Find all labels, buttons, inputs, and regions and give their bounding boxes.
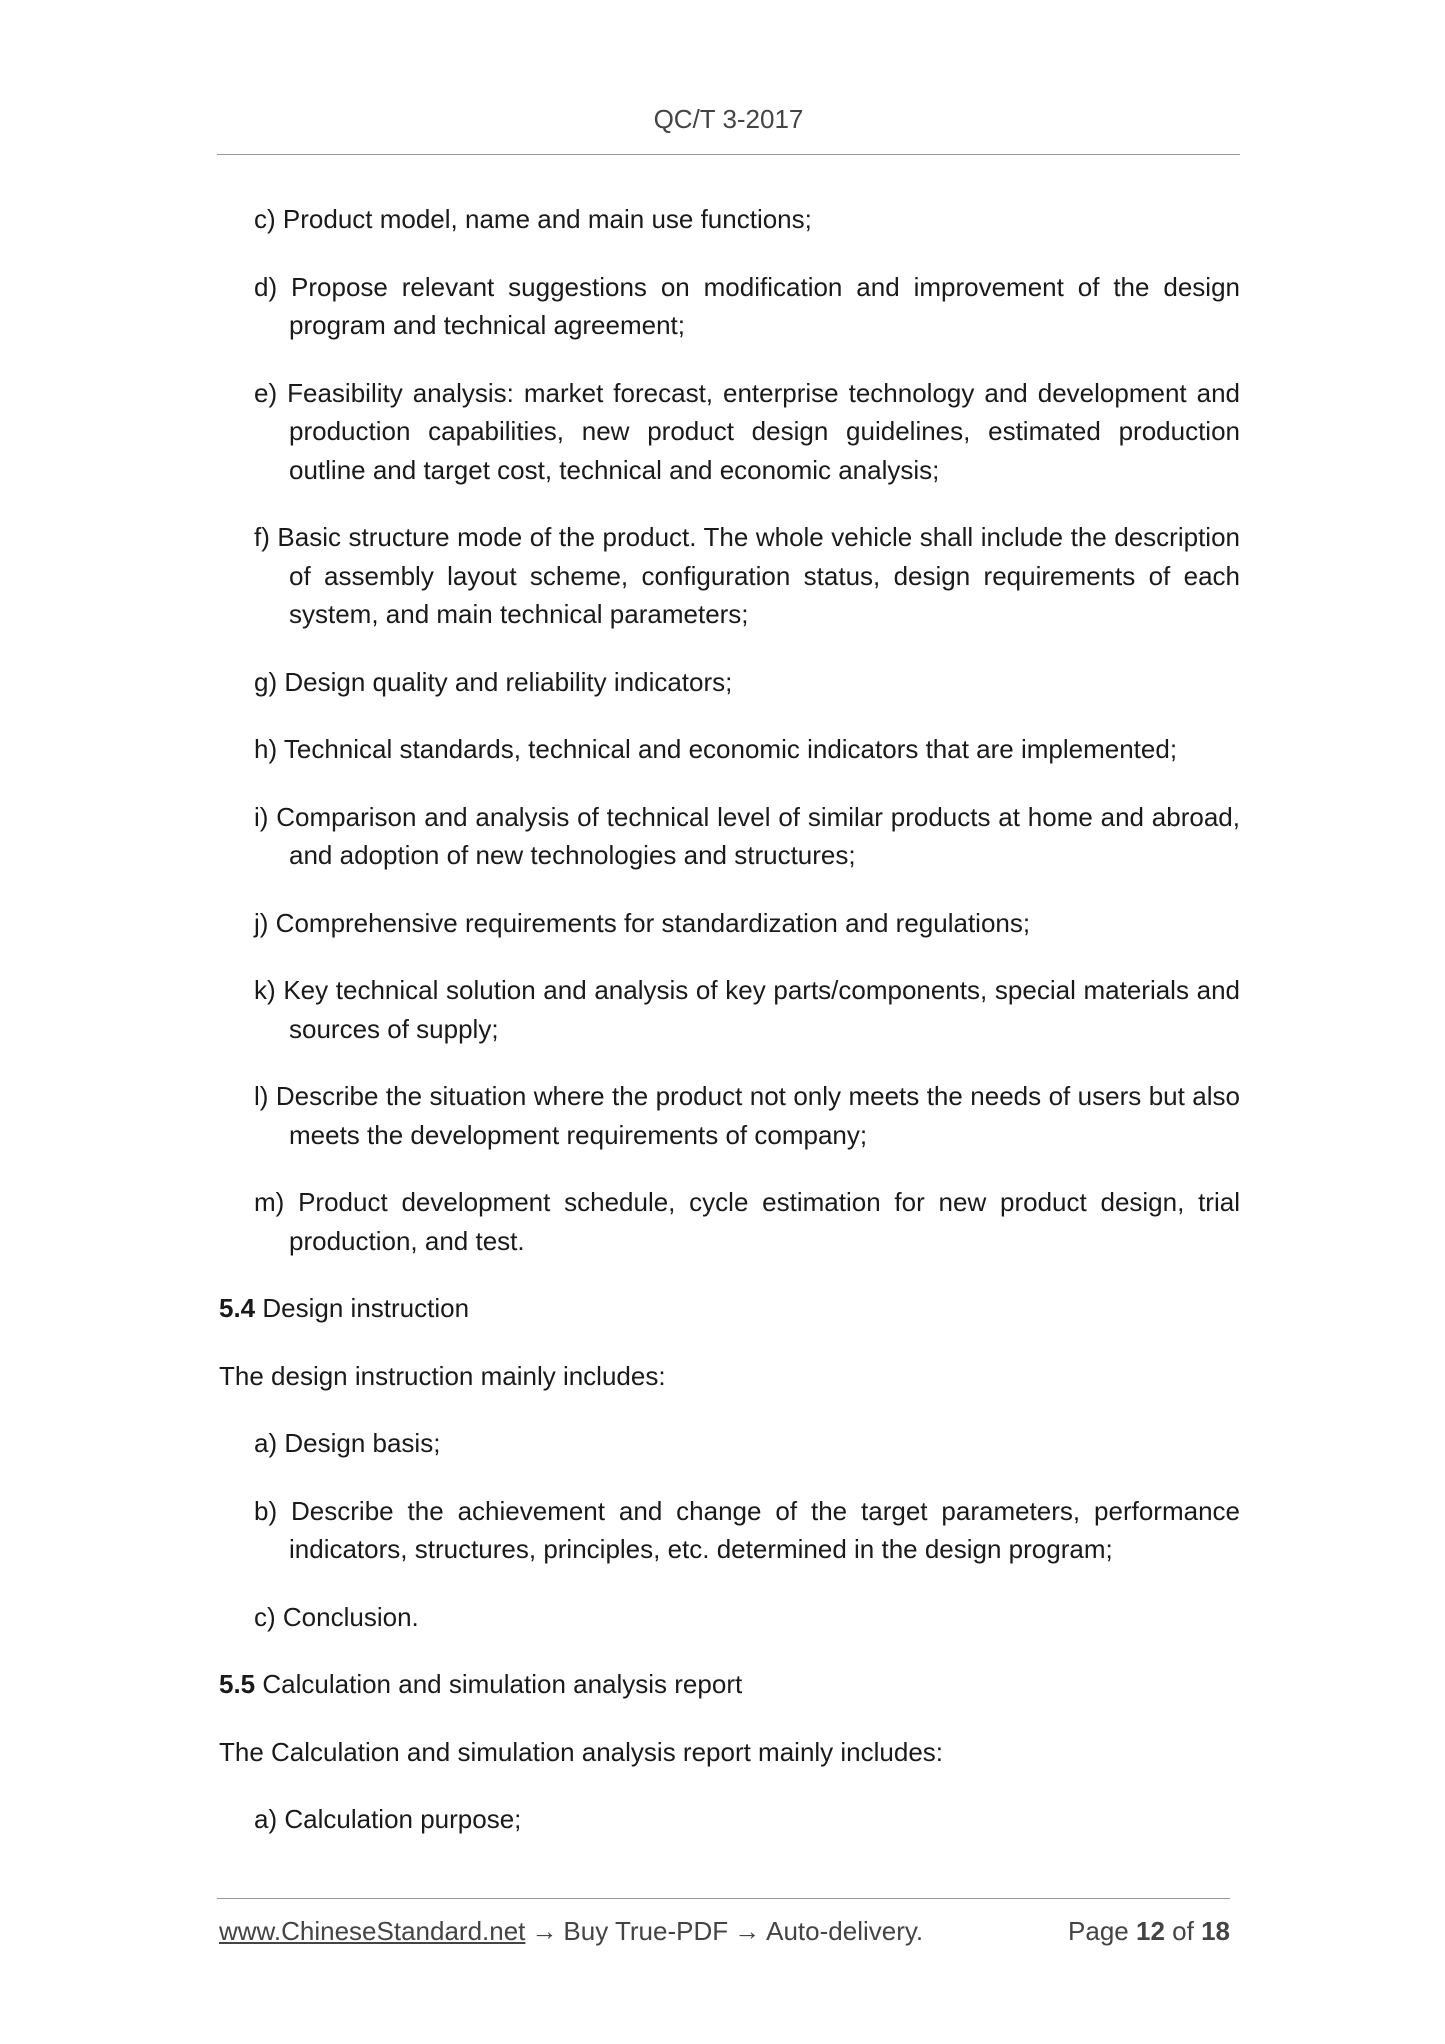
list-item (254, 1183, 1240, 1260)
footer-links (219, 1916, 923, 1947)
list-item-label: a) (254, 1428, 278, 1458)
site-link[interactable]: www.ChineseStandard.net (219, 1916, 526, 1946)
section-heading-5-5 (219, 1665, 1240, 1704)
list-item-label: l) (254, 1081, 269, 1111)
section-title: Design instruction (262, 1293, 470, 1323)
page-header-title: QC/T 3-2017 (653, 104, 804, 134)
header-divider (217, 154, 1240, 155)
list-item (254, 971, 1240, 1048)
list-item-text: Design quality and reliability indicators; (284, 666, 733, 697)
list-item (254, 518, 1240, 634)
list-item-text: Comparison and analysis of technical level of similar products at home and abroad, and adoption of new technologies and structures; (276, 801, 1240, 870)
list-item-label: h) (254, 734, 278, 764)
list-item (254, 1598, 1240, 1637)
list-item (254, 663, 1240, 702)
arrow-right-icon: → (531, 1916, 558, 1946)
list-item-label: c) (254, 204, 276, 234)
footer-divider (217, 1898, 1230, 1899)
list-item-text: Technical standards, technical and economic indicators that are implemented; (283, 734, 1178, 764)
section-intro: The design instruction mainly includes: (219, 1360, 666, 1391)
list-item-text: Calculation purpose; (284, 1804, 522, 1834)
page-footer (219, 1916, 1230, 1947)
current-page: 12 (1136, 1916, 1165, 1946)
list-item-label: j) (254, 907, 269, 938)
list-item (254, 1800, 1240, 1839)
list-item-text: Describe the achievement and change of the target parameters, performance indicators, structures, principles, etc. determined in the design program; (289, 1495, 1240, 1564)
list-item-label: a) (254, 1804, 278, 1834)
section-title: Calculation and simulation analysis report (262, 1669, 743, 1699)
list-item (254, 374, 1240, 490)
list-item-label: c) (254, 1601, 276, 1632)
list-item-label: b) (254, 1495, 278, 1526)
list-item-label: i) (254, 801, 269, 832)
section-heading-5-4 (219, 1289, 1240, 1328)
list-item (254, 268, 1240, 345)
section-number: 5.4 (219, 1293, 256, 1323)
total-pages: 18 (1201, 1916, 1230, 1946)
section-intro: The Calculation and simulation analysis report mainly includes: (219, 1736, 944, 1767)
list-item (254, 798, 1240, 875)
list-item-text: Feasibility analysis: market forecast, enterprise technology and development and production capabilities, new product design guidelines, estimated production outline and target cost, technical and economic analysis; (287, 377, 1240, 485)
list-item-label: e) (254, 377, 278, 408)
list-item-text: Product model, name and main use functions; (282, 204, 812, 234)
list-item-label: k) (254, 975, 276, 1005)
page-number (1068, 1916, 1230, 1947)
list-item-text: Design basis; (284, 1428, 441, 1458)
list-item-text: Conclusion. (282, 1601, 419, 1632)
list-item-label: d) (254, 271, 278, 302)
section-number: 5.5 (219, 1669, 256, 1699)
arrow-right-icon: → (734, 1916, 761, 1946)
buy-true-pdf-link[interactable]: Buy True-PDF (563, 1916, 729, 1946)
list-item (254, 904, 1240, 943)
list-item-text: Basic structure mode of the product. The whole vehicle shall include the description of assembly layout scheme, configuration status, design requirements of each system, and main technical parameters; (277, 522, 1240, 629)
list-item-text: Describe the situation where the product not only meets the needs of users but also meets the development requirements of company; (275, 1081, 1240, 1150)
list-item (254, 1424, 1240, 1463)
list-item-label: m) (254, 1187, 285, 1217)
list-item-text: Product development schedule, cycle estimation for new product design, trial production, and test. (289, 1187, 1240, 1256)
page-word: Page (1068, 1916, 1129, 1946)
list-item-label: f) (254, 522, 270, 552)
list-item (254, 1492, 1240, 1569)
document-body (219, 200, 1240, 1868)
list-item-text: Propose relevant suggestions on modification and improvement of the design program and technical agreement; (289, 271, 1240, 340)
list-item-label: g) (254, 666, 278, 697)
list-item-text: Comprehensive requirements for standardization and regulations; (275, 907, 1031, 938)
of-word: of (1172, 1916, 1194, 1946)
list-item (254, 200, 1240, 239)
list-item (254, 1077, 1240, 1154)
list-item (254, 730, 1240, 769)
list-item-text: Key technical solution and analysis of key parts/components, special materials and sources of supply; (283, 975, 1240, 1044)
auto-delivery-text: Auto-delivery. (766, 1916, 924, 1946)
